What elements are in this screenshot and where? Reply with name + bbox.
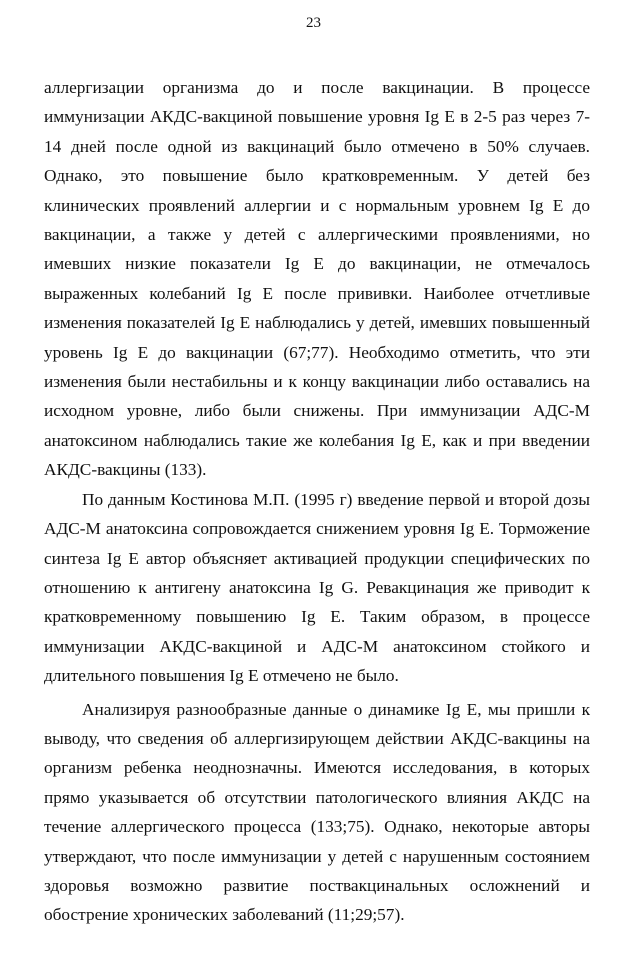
paragraph-3: Анализируя разнообразные данные о динамике Ig E, мы пришли к выводу, что сведения об аллергизирующем действии АКДС-вакцины на организм ребенка неоднозначны. Имеются исследования, в которых прямо указывается об отсутствии патологического влияния АКДС на течение аллергического процесса (133;75). Однако, некоторые авторы утверждают, что после иммунизации у детей с нарушенным состоянием здоровья возможно развитие поствакцинальных осложнений и обострение хронических заболеваний (11;29;57). bbox=[44, 699, 590, 925]
document-body bbox=[44, 73, 590, 930]
paragraph-2: По данным Костинова М.П. (1995 г) введение первой и второй дозы АДС-М анатоксина сопровождается снижением уровня Ig E. Торможение синтеза Ig E автор объясняет активацией продукции специфических по отношению к антигену анатоксина Ig G. Ревакцинация же приводит к кратковременному повышению Ig E. Таким образом, в процессе иммунизации АКДС-вакциной и АДС-М анатоксином стойкого и длительного повышения Ig E отмечено не было. bbox=[44, 489, 590, 686]
page-number: 23 bbox=[306, 15, 321, 31]
paragraph-1: аллергизации организма до и после вакцинации. В процессе иммунизации АКДС-вакциной повышение уровня Ig E в 2-5 раз через 7-14 дней после одной из вакцинаций было отмечено в 50% случаев. Однако, это повышение было кратковременным. У детей без клинических проявлений аллергии и с нормальным уровнем Ig E до вакцинации, а также у детей с аллергическими проявлениями, но имевших низкие показатели Ig E до вакцинации, не отмечалось выраженных колебаний Ig E после прививки. Наиболее отчетливые изменения показателей Ig E наблюдались у детей, имевших повышенный уровень Ig E до вакцинации (67;77). Необходимо отметить, что эти изменения были нестабильны и к концу вакцинации либо оставались на исходном уровне, либо были снижены. При иммунизации АДС-М анатоксином наблюдались такие же колебания Ig E, как и при введении АКДС-вакцины (133). bbox=[44, 78, 590, 480]
